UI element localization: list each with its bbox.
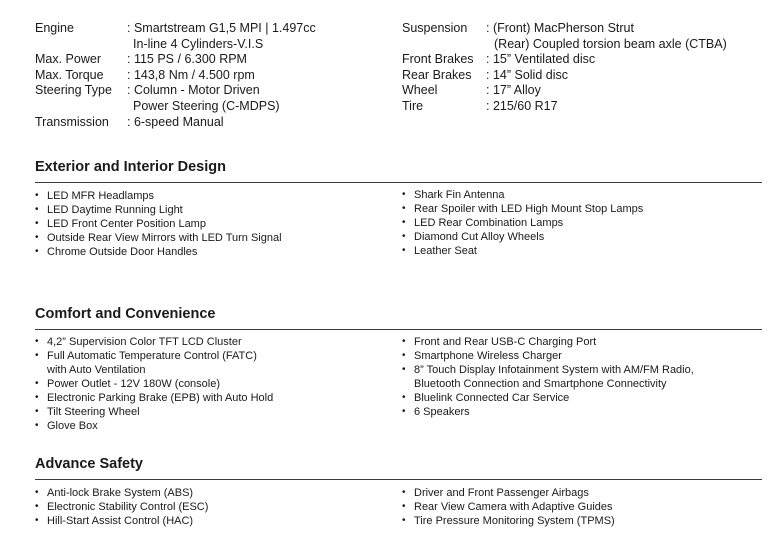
list-item: • LED Rear Combination Lamps [402,216,757,230]
section-title-advance-safety: Advance Safety [35,456,143,472]
list-item: • 4,2” Supervision Color TFT LCD Cluster [35,335,385,349]
list-item [402,363,762,391]
spec-value-cont: In-line 4 Cylinders-V.I.S [133,36,264,51]
list-item: • Diamond Cut Alloy Wheels [402,230,757,244]
section-title-comfort-convenience: Comfort and Convenience [35,306,216,322]
feature-list-right [402,188,757,258]
list-item-line: 8” Touch Display Infotainment System with AM/FM Radio, [414,364,694,376]
feature-list-right [402,486,757,528]
spec-label: Max. Torque [35,67,104,82]
list-item: • LED MFR Headlamps [35,189,385,203]
spec-value: : 15” Ventilated disc [486,52,596,66]
list-item: • Outside Rear View Mirrors with LED Turn Signal [35,231,385,245]
spec-value: : 17” Alloy [486,83,541,97]
list-item: • Electronic Stability Control (ESC) [35,500,385,514]
list-item: • Anti-lock Brake System (ABS) [35,486,385,500]
list-item: • Tire Pressure Monitoring System (TPMS) [402,514,757,528]
spec-label: Wheel [402,83,438,97]
spec-label: Transmission [35,114,109,129]
spec-value-cont: (Rear) Coupled torsion beam axle (CTBA) [494,36,727,51]
feature-list-left [35,335,385,433]
spec-value: : Column - Motor Driven [127,83,260,97]
list-item: • Hill-Start Assist Control (HAC) [35,514,385,528]
list-item: • Chrome Outside Door Handles [35,245,385,259]
feature-list-left [35,486,385,528]
list-item: • Rear View Camera with Adaptive Guides [402,500,757,514]
spec-label: Steering Type [35,83,112,97]
list-item-line: with Auto Ventilation [47,364,146,376]
list-item: • Glove Box [35,419,385,433]
list-item: • Driver and Front Passenger Airbags [402,486,757,500]
spec-label: Suspension [402,21,468,35]
section-divider [35,182,762,183]
spec-value-cont: Power Steering (C-MDPS) [133,98,280,113]
list-item: • Tilt Steering Wheel [35,405,385,419]
spec-value: : Smartstream G1,5 MPI | 1.497cc [127,21,316,35]
feature-list-left [35,189,385,259]
spec-label: Max. Power [35,52,101,66]
section-divider [35,329,762,330]
spec-value: : 6-speed Manual [127,114,224,129]
list-item-line: Bluetooth Connection and Smartphone Connectivity [414,378,667,390]
list-item: • Power Outlet - 12V 180W (console) [35,377,385,391]
spec-value: : (Front) MacPherson Strut [486,21,634,35]
spec-value: : 143,8 Nm / 4.500 rpm [127,67,255,82]
section-title-exterior-interior: Exterior and Interior Design [35,159,226,175]
list-item: • 6 Speakers [402,405,762,419]
spec-label: Rear Brakes [402,67,472,82]
list-item: • Smartphone Wireless Charger [402,349,762,363]
spec-value: : 215/60 R17 [486,98,558,113]
list-item: • Front and Rear USB-C Charging Port [402,335,762,349]
spec-value: : 14” Solid disc [486,67,568,82]
list-item: • Bluelink Connected Car Service [402,391,762,405]
section-divider [35,479,762,480]
spec-label: Front Brakes [402,52,474,66]
feature-list-right [402,335,762,419]
list-item [35,349,385,377]
spec-label: Engine [35,21,74,35]
spec-value: : 115 PS / 6.300 RPM [127,52,247,66]
list-item: • Shark Fin Antenna [402,188,757,202]
list-item: • Rear Spoiler with LED High Mount Stop Lamps [402,202,757,216]
list-item: • LED Front Center Position Lamp [35,217,385,231]
list-item: • Leather Seat [402,244,757,258]
spec-label: Tire [402,98,424,113]
specs-right [402,21,752,121]
specs-left [35,21,375,141]
list-item: • LED Daytime Running Light [35,203,385,217]
list-item: • Electronic Parking Brake (EPB) with Auto Hold [35,391,385,405]
list-item-line: Full Automatic Temperature Control (FATC) [47,350,257,362]
